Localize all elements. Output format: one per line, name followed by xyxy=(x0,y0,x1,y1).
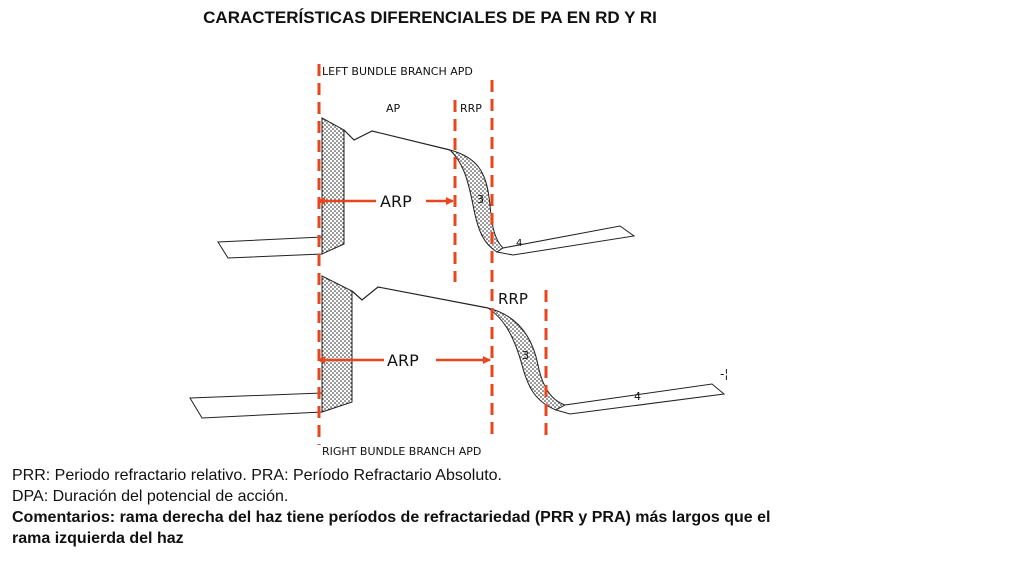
notes-block xyxy=(12,465,1012,549)
left-bundle-action-potential xyxy=(218,118,634,258)
page-title: CARACTERÍSTICAS DIFERENCIALES DE PA EN RD Y RI xyxy=(203,8,657,27)
upper-phase4-label: 4 xyxy=(516,238,523,249)
lower-rrp-label: RRP xyxy=(498,290,528,308)
lower-upstroke xyxy=(322,276,352,412)
upper-upstroke xyxy=(322,118,344,254)
upper-phase3-label: 3 xyxy=(477,193,484,206)
right-bundle-action-potential xyxy=(190,276,728,418)
right-bundle-label: RIGHT BUNDLE BRANCH APD xyxy=(322,445,482,458)
note-comments: Comentarios: rama derecha del haz tiene períodos de refractariedad (PRR y PRA) más largos que el xyxy=(12,509,771,526)
upper-rrp-label: RRP xyxy=(460,102,482,115)
upper-phase4-baseline-left xyxy=(218,237,322,258)
lower-plateau xyxy=(352,287,488,308)
left-bundle-label: LEFT BUNDLE BRANCH APD xyxy=(322,65,473,78)
note-prr-pra: PRR: Periodo refractario relativo. PRA: Período Refractario Absoluto. xyxy=(12,467,502,484)
note-comments-cont: rama izquierda del haz xyxy=(12,530,184,547)
note-dpa: DPA: Duración del potencial de acción. xyxy=(12,488,289,505)
upper-ap-label: AP xyxy=(386,102,401,115)
tick-mark: -¦ xyxy=(720,367,729,381)
lower-phase3-label: 3 xyxy=(522,349,529,362)
lower-arp-label: ARP xyxy=(387,351,419,370)
upper-arp-label: ARP xyxy=(380,192,412,211)
lower-phase4-baseline-left xyxy=(190,393,322,418)
lower-phase4-label: 4 xyxy=(634,390,641,403)
upper-plateau xyxy=(344,130,450,150)
